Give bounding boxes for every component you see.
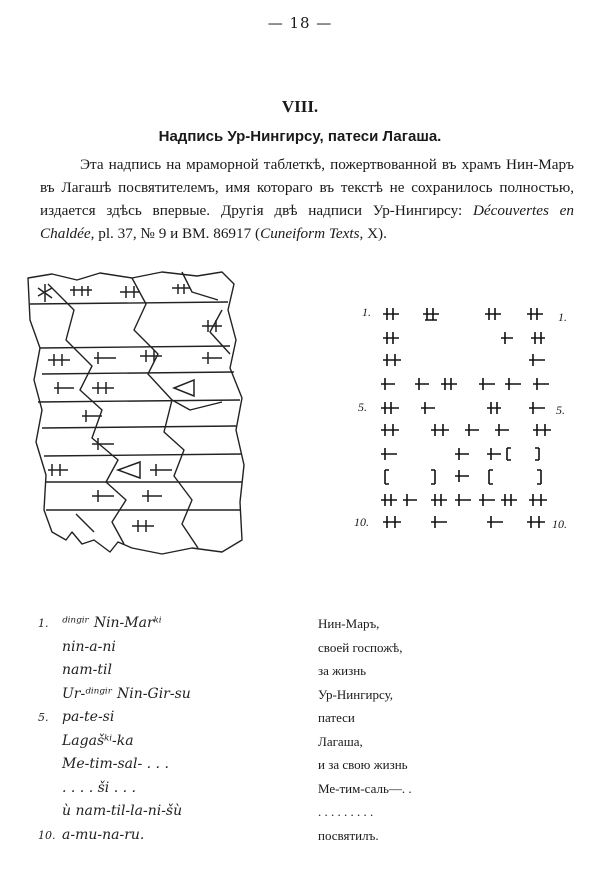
cuneiform-sign-copy <box>355 300 575 540</box>
source-title: Découvertes en Chaldée <box>40 202 574 242</box>
translation-line: и за свою жизнь <box>318 757 408 772</box>
source-title: Cuneiform Texts <box>260 225 360 242</box>
intro-text: Эта надпись на мраморной таблеткѣ, пожертвованной въ храмъ Нин-Маръ въ Лагашѣ посвятителемъ, имя котораго въ текстѣ не сохранилось полностью, издается здѣсь впервые. Другія двѣ надписи Ур-Нингирсу: <box>40 156 574 219</box>
translation-line: Лагаша, <box>318 733 363 749</box>
page-number: — 18 — <box>267 14 333 32</box>
transliteration-text: . . . . ši . . . <box>62 779 136 796</box>
transliteration-text: a-mu-na-ru. <box>62 826 145 843</box>
translation-line: Ур-Нингирсу, <box>318 686 394 702</box>
line-number: 1. <box>38 617 49 630</box>
translation-line: Нин-Маръ, <box>318 616 380 631</box>
line-marker: 10. <box>552 517 567 531</box>
section-title: Надпись Ур-Нингирсу, патеси Лагаша. <box>158 128 442 145</box>
translation-line: Ме-тим-саль—. . <box>318 780 412 796</box>
transliteration-line <box>38 706 294 730</box>
transliteration-line <box>44 730 294 754</box>
line-number: 10. <box>38 828 56 842</box>
line-marker: 5. <box>358 400 367 414</box>
translation-line: патеси <box>318 710 355 725</box>
line-marker: 5. <box>556 403 565 417</box>
translation-line: . . . . . . . . . <box>318 804 374 819</box>
section-numeral: VIII. <box>281 97 319 116</box>
transliteration-text: Me-tim-sal- . . . <box>62 756 169 772</box>
transliteration-text: Ur-ᵈⁱⁿᵍⁱʳ Nin-Gir-su <box>62 685 191 702</box>
intro-paragraph <box>40 153 574 245</box>
tablet-drawing <box>22 270 262 560</box>
translation-line: своей госпожѣ, <box>318 639 403 655</box>
transliteration-line <box>44 636 294 660</box>
translation-line: за жизнь <box>318 663 367 678</box>
transliteration-text: Lagašᵏⁱ-ka <box>62 732 134 749</box>
transliteration-text: ᵈⁱⁿᵍⁱʳ Nin-Marᵏⁱ <box>62 615 162 631</box>
transliteration-line <box>38 824 294 848</box>
transliteration-column <box>38 612 294 847</box>
translation-line: посвятилъ. <box>318 827 379 843</box>
transliteration-line <box>44 777 294 801</box>
transliteration-text: nam-til <box>62 662 112 678</box>
line-number: 5. <box>38 711 49 724</box>
line-marker: 10. <box>354 515 369 529</box>
line-marker: 1. <box>558 310 567 324</box>
transliteration-line <box>44 753 294 777</box>
transliteration-line <box>44 800 294 824</box>
translation-column <box>318 612 578 847</box>
transliteration-text: ù nam-til-la-ni-šù <box>62 803 183 819</box>
intro-text: , pl. 37, № 9 и BM. 86917 ( <box>90 225 261 242</box>
transliteration-text: pa-te-si <box>62 709 115 725</box>
transliteration-line <box>44 683 294 707</box>
intro-text: , X). <box>359 225 387 242</box>
line-marker: 1. <box>362 305 371 319</box>
transliteration-line <box>44 659 294 683</box>
transliteration-text: nin-a-ni <box>62 638 116 655</box>
transliteration-line <box>38 612 294 636</box>
